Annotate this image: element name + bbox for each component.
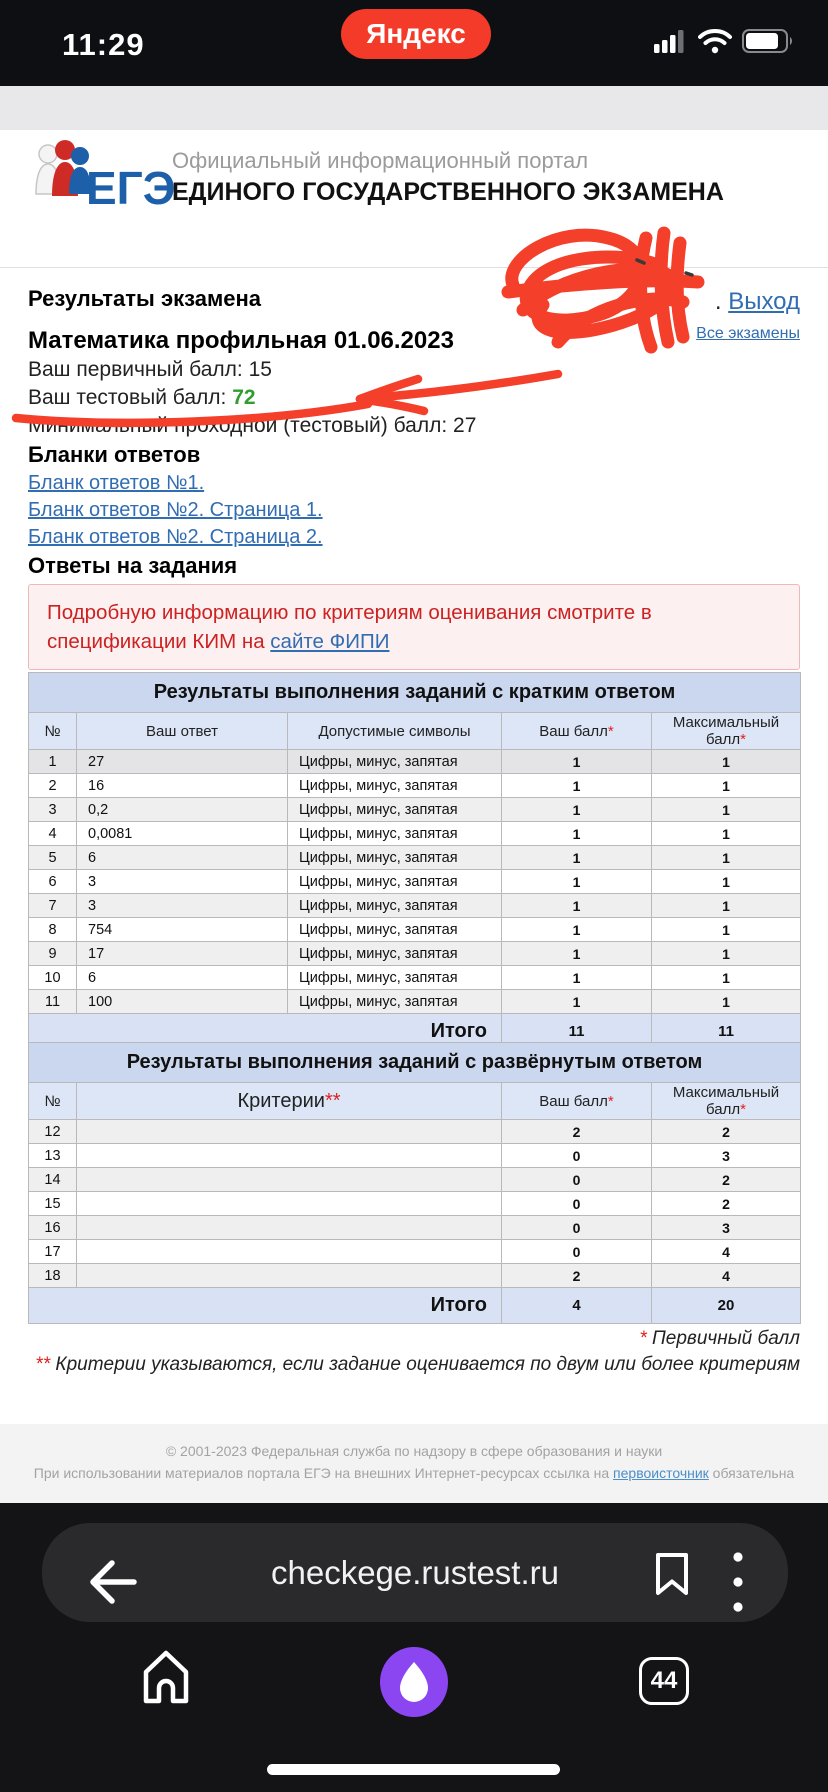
short-table-title: Результаты выполнения заданий с кратким ответом bbox=[29, 673, 801, 713]
table-row bbox=[29, 1192, 801, 1216]
table-row bbox=[29, 990, 801, 1014]
task-number: 13 bbox=[29, 1144, 77, 1168]
your-answer: 0,0081 bbox=[77, 822, 288, 846]
max-score: 1 bbox=[652, 774, 801, 798]
score-asterisk: * bbox=[607, 722, 614, 740]
max-asterisk: * bbox=[740, 731, 746, 748]
column-header-criteria: Критерии** bbox=[77, 1083, 502, 1120]
table-row bbox=[29, 966, 801, 990]
url-text[interactable]: checkege.rustest.ru bbox=[271, 1554, 559, 1591]
allowed-symbols: Цифры, минус, запятая bbox=[288, 894, 502, 918]
portal-tagline: Официальный информационный портал bbox=[172, 148, 589, 173]
short-answer-table bbox=[28, 672, 801, 1050]
your-score: 1 bbox=[502, 942, 652, 966]
column-header-symbols: Допустимые символы bbox=[288, 713, 502, 750]
total-label: Итого bbox=[29, 1014, 502, 1050]
task-number: 17 bbox=[29, 1240, 77, 1264]
wifi-icon bbox=[698, 28, 732, 54]
battery-icon bbox=[742, 28, 794, 54]
site-footer bbox=[0, 1424, 828, 1503]
detailed-table-title: Результаты выполнения заданий с развёрнутым ответом bbox=[29, 1043, 801, 1083]
table-row bbox=[29, 750, 801, 774]
footnote-criteria: ** Критерии указываются, если задание оценивается по двум или более критериям bbox=[35, 1354, 800, 1375]
column-header-num: № bbox=[29, 1083, 77, 1120]
task-number: 8 bbox=[29, 918, 77, 942]
footnotes bbox=[35, 1326, 800, 1378]
your-score: 2 bbox=[502, 1120, 652, 1144]
table-row bbox=[29, 774, 801, 798]
task-number: 4 bbox=[29, 822, 77, 846]
your-answer: 27 bbox=[77, 750, 288, 774]
allowed-symbols: Цифры, минус, запятая bbox=[288, 846, 502, 870]
attribution-line: При использовании материалов портала ЕГЭ на внешних Интернет-ресурсах ссылка на первоисточник обязательна bbox=[33, 1465, 795, 1481]
short-table-header bbox=[29, 713, 801, 750]
your-answer: 6 bbox=[77, 966, 288, 990]
max-score: 1 bbox=[652, 750, 801, 774]
alice-assistant-button[interactable] bbox=[380, 1647, 448, 1717]
max-score: 1 bbox=[652, 990, 801, 1014]
footnote-primary: * Первичный балл bbox=[639, 1328, 800, 1349]
task-number: 14 bbox=[29, 1168, 77, 1192]
max-score: 1 bbox=[652, 798, 801, 822]
detailed-answer-table bbox=[28, 1042, 801, 1324]
tab-count: 44 bbox=[650, 1667, 678, 1694]
your-score: 1 bbox=[502, 798, 652, 822]
task-number: 1 bbox=[29, 750, 77, 774]
your-answer: 3 bbox=[77, 870, 288, 894]
max-asterisk: * bbox=[740, 1101, 746, 1118]
allowed-symbols: Цифры, минус, запятая bbox=[288, 870, 502, 894]
notice-text: Подробную информацию по критериям оценивания смотрите в спецификации КИМ на bbox=[47, 601, 652, 653]
your-answer: 0,2 bbox=[77, 798, 288, 822]
table-row bbox=[29, 846, 801, 870]
your-score: 0 bbox=[502, 1240, 652, 1264]
table-row bbox=[29, 822, 801, 846]
url-bar[interactable] bbox=[42, 1523, 788, 1622]
status-bar bbox=[0, 0, 828, 86]
max-score: 3 bbox=[652, 1144, 801, 1168]
your-score: 1 bbox=[502, 870, 652, 894]
task-number: 3 bbox=[29, 798, 77, 822]
browser-chrome bbox=[0, 1503, 828, 1792]
your-score: 0 bbox=[502, 1144, 652, 1168]
max-score: 1 bbox=[652, 846, 801, 870]
your-score: 0 bbox=[502, 1192, 652, 1216]
table-row bbox=[29, 918, 801, 942]
exam-title: Математика профильная 01.06.2023 bbox=[28, 327, 454, 354]
your-answer: 6 bbox=[77, 846, 288, 870]
detailed-table-header bbox=[29, 1083, 801, 1120]
your-answer: 17 bbox=[77, 942, 288, 966]
blank-links bbox=[28, 470, 323, 551]
your-answer: 754 bbox=[77, 918, 288, 942]
score-asterisk: * bbox=[607, 1092, 614, 1110]
home-icon[interactable] bbox=[140, 1648, 192, 1706]
table-row bbox=[29, 1240, 801, 1264]
task-number: 7 bbox=[29, 894, 77, 918]
criteria bbox=[77, 1144, 502, 1168]
portal-title: ЕДИНОГО ГОСУДАРСТВЕННОГО ЭКЗАМЕНА bbox=[172, 178, 724, 206]
your-score: 1 bbox=[502, 750, 652, 774]
max-score: 2 bbox=[652, 1192, 801, 1216]
task-number: 11 bbox=[29, 990, 77, 1014]
allowed-symbols: Цифры, минус, запятая bbox=[288, 918, 502, 942]
your-score: 1 bbox=[502, 918, 652, 942]
answers-section-title: Ответы на задания bbox=[28, 553, 238, 578]
your-score: 1 bbox=[502, 966, 652, 990]
primary-score-line bbox=[28, 358, 272, 382]
your-score: 0 bbox=[502, 1216, 652, 1240]
total-score: 11 bbox=[502, 1014, 652, 1050]
max-score: 1 bbox=[652, 918, 801, 942]
table-row bbox=[29, 1144, 801, 1168]
max-score: 3 bbox=[652, 1216, 801, 1240]
your-score: 1 bbox=[502, 846, 652, 870]
task-number: 18 bbox=[29, 1264, 77, 1288]
yandex-pill[interactable] bbox=[341, 9, 491, 59]
max-score: 1 bbox=[652, 870, 801, 894]
criteria bbox=[77, 1120, 502, 1144]
column-header-score: Ваш балл* bbox=[502, 713, 652, 750]
redacted-name-scribble bbox=[498, 220, 713, 368]
user-logout-line bbox=[715, 288, 800, 316]
tabs-button[interactable] bbox=[639, 1657, 689, 1705]
criteria-asterisk: ** bbox=[324, 1089, 341, 1112]
max-score: 1 bbox=[652, 894, 801, 918]
primary-score-label: Ваш первичный балл: bbox=[28, 358, 249, 381]
header-divider bbox=[0, 267, 828, 268]
logout-link[interactable]: Выход bbox=[728, 288, 800, 315]
table-row bbox=[29, 870, 801, 894]
table-row bbox=[29, 1264, 801, 1288]
test-score-value: 72 bbox=[232, 386, 256, 409]
svg-text:ЕГЭ: ЕГЭ bbox=[86, 162, 176, 214]
all-exams-link[interactable]: Все экзамены bbox=[696, 325, 800, 342]
allowed-symbols: Цифры, минус, запятая bbox=[288, 750, 502, 774]
task-number: 2 bbox=[29, 774, 77, 798]
allowed-symbols: Цифры, минус, запятая bbox=[288, 798, 502, 822]
task-number: 16 bbox=[29, 1216, 77, 1240]
source-link[interactable]: первоисточник bbox=[613, 1465, 709, 1481]
min-score-label: Минимальный проходной (тестовый) балл: bbox=[28, 414, 454, 437]
table-row bbox=[29, 942, 801, 966]
column-header-num: № bbox=[29, 713, 77, 750]
your-score: 1 bbox=[502, 774, 652, 798]
your-score: 1 bbox=[502, 894, 652, 918]
task-number: 12 bbox=[29, 1120, 77, 1144]
blanks-section-title: Бланки ответов bbox=[28, 442, 201, 467]
table-row bbox=[29, 894, 801, 918]
table-row bbox=[29, 798, 801, 822]
min-score-value: 27 bbox=[453, 414, 477, 437]
blank-link-1[interactable]: Бланк ответов №1. bbox=[28, 472, 205, 494]
test-score-line bbox=[28, 386, 256, 410]
task-number: 10 bbox=[29, 966, 77, 990]
allowed-symbols: Цифры, минус, запятая bbox=[288, 966, 502, 990]
criteria bbox=[77, 1264, 502, 1288]
your-score: 2 bbox=[502, 1264, 652, 1288]
max-score: 4 bbox=[652, 1264, 801, 1288]
allowed-symbols: Цифры, минус, запятая bbox=[288, 942, 502, 966]
detailed-table-total-row bbox=[29, 1288, 801, 1324]
ege-logo bbox=[30, 138, 180, 218]
copyright-line: © 2001-2023 Федеральная служба по надзору в сфере образования и науки bbox=[165, 1443, 663, 1459]
test-score-label: Ваш тестовый балл: bbox=[28, 386, 233, 409]
max-score: 1 bbox=[652, 966, 801, 990]
column-header-max: Максимальный балл* bbox=[652, 713, 801, 750]
primary-score-value: 15 bbox=[248, 358, 272, 381]
your-score: 1 bbox=[502, 990, 652, 1014]
task-number: 15 bbox=[29, 1192, 77, 1216]
yandex-pill-label: Яндекс bbox=[366, 18, 466, 49]
max-score: 4 bbox=[652, 1240, 801, 1264]
criteria bbox=[77, 1216, 502, 1240]
max-score: 1 bbox=[652, 942, 801, 966]
allowed-symbols: Цифры, минус, запятая bbox=[288, 990, 502, 1014]
total-label: Итого bbox=[29, 1288, 502, 1324]
criteria bbox=[77, 1168, 502, 1192]
fipi-site-link[interactable]: сайте ФИПИ bbox=[270, 630, 390, 653]
blank-link-3[interactable]: Бланк ответов №2. Страница 2. bbox=[28, 526, 323, 548]
column-header-max: Максимальный балл* bbox=[652, 1083, 801, 1120]
blank-link-2[interactable]: Бланк ответов №2. Страница 1. bbox=[28, 499, 323, 521]
max-score: 2 bbox=[652, 1120, 801, 1144]
table-row bbox=[29, 1120, 801, 1144]
total-score: 4 bbox=[502, 1288, 652, 1324]
alice-drop-icon bbox=[394, 1660, 434, 1704]
allowed-symbols: Цифры, минус, запятая bbox=[288, 774, 502, 798]
criteria bbox=[77, 1240, 502, 1264]
bookmark-icon[interactable] bbox=[654, 1551, 690, 1597]
your-answer: 100 bbox=[77, 990, 288, 1014]
task-number: 9 bbox=[29, 942, 77, 966]
max-score: 2 bbox=[652, 1168, 801, 1192]
your-answer: 16 bbox=[77, 774, 288, 798]
min-score-line bbox=[28, 414, 476, 438]
max-score: 1 bbox=[652, 822, 801, 846]
your-answer: 3 bbox=[77, 894, 288, 918]
task-number: 6 bbox=[29, 870, 77, 894]
menu-dots-icon[interactable] bbox=[732, 1549, 744, 1615]
your-score: 0 bbox=[502, 1168, 652, 1192]
clock: 11:29 bbox=[62, 27, 145, 62]
criteria-notice bbox=[28, 584, 800, 670]
cellular-signal-icon bbox=[654, 28, 688, 54]
name-period: . bbox=[714, 288, 722, 315]
criteria bbox=[77, 1192, 502, 1216]
total-max: 20 bbox=[652, 1288, 801, 1324]
table-row bbox=[29, 1216, 801, 1240]
column-header-answer: Ваш ответ bbox=[77, 713, 288, 750]
table-row bbox=[29, 1168, 801, 1192]
results-section-title: Результаты экзамена bbox=[28, 286, 262, 311]
home-indicator[interactable] bbox=[267, 1764, 560, 1775]
column-header-score: Ваш балл* bbox=[502, 1083, 652, 1120]
task-number: 5 bbox=[29, 846, 77, 870]
total-max: 11 bbox=[652, 1014, 801, 1050]
page-top-strip bbox=[0, 86, 828, 130]
your-score: 1 bbox=[502, 822, 652, 846]
allowed-symbols: Цифры, минус, запятая bbox=[288, 822, 502, 846]
